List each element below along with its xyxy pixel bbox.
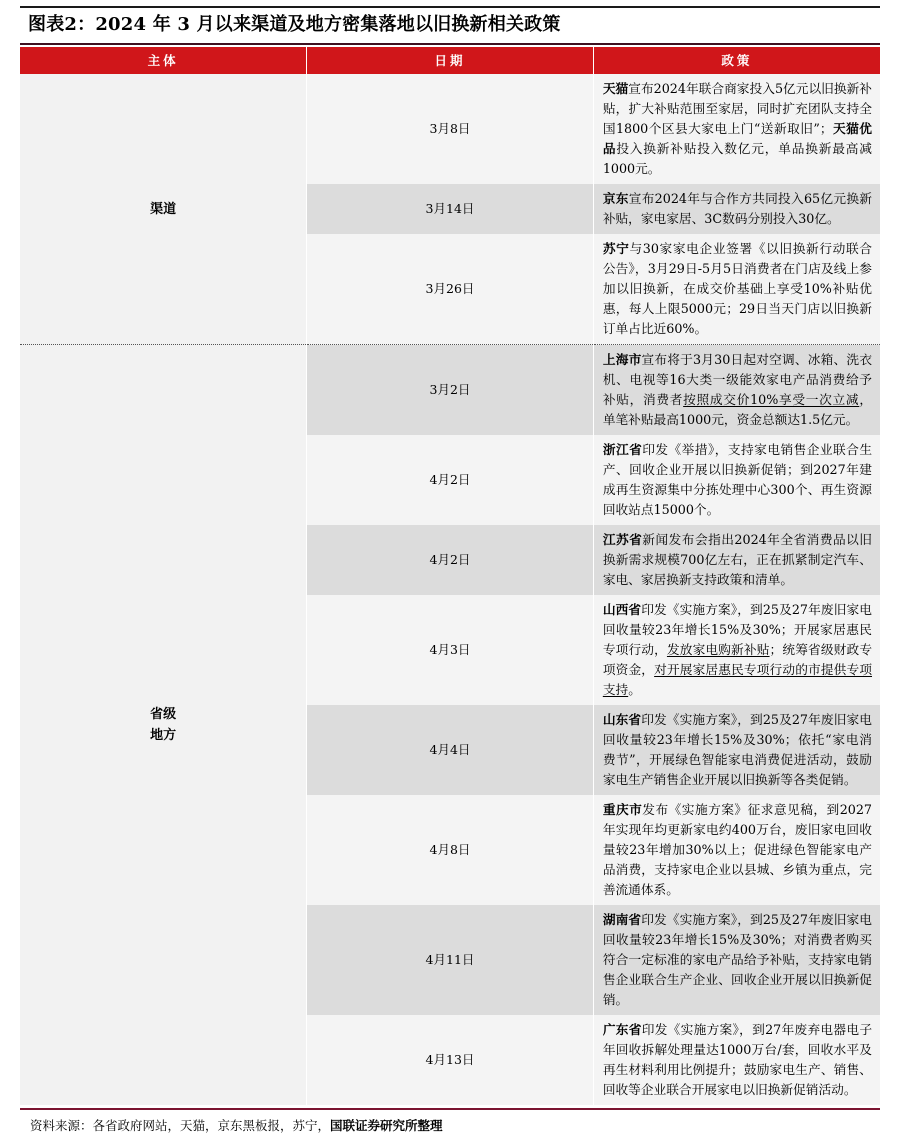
table-row	[20, 345, 880, 436]
column-header-subject: 主体	[20, 47, 307, 74]
policy-entity: 苏宁	[602, 241, 630, 256]
date-cell: 4月2日	[307, 435, 594, 525]
policy-entity: 浙江省	[602, 442, 643, 457]
header-row	[20, 47, 880, 74]
title-divider	[20, 43, 880, 45]
date-cell: 4月13日	[307, 1015, 594, 1105]
date-cell: 4月2日	[307, 525, 594, 595]
source-note	[20, 1110, 880, 1136]
policy-cell	[593, 345, 880, 436]
date-cell: 3月8日	[307, 74, 594, 184]
policy-cell	[593, 905, 880, 1015]
policy-text: 印发《实施方案》，到27年废弃电器电子年回收拆解处理量达1000万台/套，回收水平及再生材料利用比例提升；鼓励家电生产、销售、回收等企业联合开展家电以旧换新促销活动。	[602, 1022, 873, 1097]
source-label: 资料来源：	[30, 1118, 93, 1133]
policy-entity: 山东省	[602, 712, 642, 727]
policy-entity: 湖南省	[602, 912, 642, 927]
policy-cell	[593, 795, 880, 905]
column-header-date: 日期	[307, 47, 594, 74]
policy-text: ；统筹省级财政专项资金，	[602, 642, 873, 677]
date-cell: 4月11日	[307, 905, 594, 1015]
policy-text: 印发《实施方案》，到25及27年废旧家电回收量较23年增长15%及30%；对消费者购买符合一定标准的家电产品给予补贴，支持家电销售企业联合生产企业、回收企业开展以旧换新促销。	[602, 912, 872, 1007]
date-cell: 4月8日	[307, 795, 594, 905]
subject-line: 地方	[150, 728, 177, 743]
policy-text: 发布《实施方案》征求意见稿，到2027年实现年均更新家电约400万台，废旧家电回收量较23年增加30%以上；促进绿色智能家电产品消费，支持家电企业以县城、乡镇为重点，完善流通体系。	[602, 802, 872, 897]
subject-line: 省级	[150, 707, 177, 722]
table-header	[20, 47, 880, 74]
policy-text: 投入换新补贴投入数亿元，单品换新最高减1000元。	[602, 141, 872, 176]
policy-cell	[593, 525, 880, 595]
policy-cell	[593, 74, 880, 184]
policy-text: 印发《实施方案》，到25及27年废旧家电回收量较23年增长15%及30%；依托“家电消费节”，开展绿色智能家电消费促进活动，鼓励家电生产销售企业开展以旧换新等各类促销。	[602, 712, 872, 787]
date-cell: 3月2日	[307, 345, 594, 436]
policy-cell	[593, 1015, 880, 1105]
figure-title: 图表2：2024 年 3 月以来渠道及地方密集落地以旧换新相关政策	[28, 14, 561, 35]
policy-highlight: 按照成交价10%享受一次立减	[683, 392, 860, 407]
policy-text: 宣布将于3月30日起对空调、冰箱、洗衣机、电视等16大类一级能效家电产品消费给予补贴，消费者	[602, 352, 873, 407]
policy-cell	[593, 435, 880, 525]
policy-cell	[593, 595, 880, 705]
policy-entity: 山西省	[602, 602, 642, 617]
policy-entity: 广东省	[602, 1022, 642, 1037]
policy-entity: 京东	[602, 191, 629, 206]
policy-text: 宣布2024年与合作方共同投入65亿元换新补贴，家电家居、3C数码分别投入30亿。	[602, 191, 872, 226]
policy-table	[20, 47, 880, 1105]
column-header-policy: 政策	[593, 47, 880, 74]
policy-text: ，单笔补贴最高1000元，资金总额达1.5亿元。	[602, 392, 872, 427]
date-cell: 4月3日	[307, 595, 594, 705]
policy-entity: 上海市	[602, 352, 642, 367]
policy-text: 新闻发布会指出2024年全省消费品以旧换新需求规模700亿左右，正在抓紧制定汽车、家电、家居换新支持政策和清单。	[602, 532, 872, 587]
date-cell: 4月4日	[307, 705, 594, 795]
policy-entity: 江苏省	[602, 532, 643, 547]
subject-cell: 渠道	[20, 74, 307, 345]
date-cell: 3月14日	[307, 184, 594, 234]
policy-entity: 天猫	[602, 81, 629, 96]
table-row	[20, 74, 880, 184]
policy-entity: 天猫优品	[602, 121, 872, 156]
policy-cell	[593, 234, 880, 345]
policy-text: 宣布2024年联合商家投入5亿元以旧换新补贴，扩大补贴范围至家居，同时扩充团队支持全国1800个区县大家电上门“送新取旧”；	[602, 81, 872, 136]
source-org: 国联证券研究所整理	[330, 1118, 443, 1133]
policy-entity: 重庆市	[602, 802, 643, 817]
figure-container	[0, 6, 900, 1133]
table-body	[20, 74, 880, 1105]
policy-text: 印发《举措》，支持家电销售企业联合生产、回收企业开展以旧换新促销；到2027年建成再生资源集中分拣处理中心300个、再生资源回收站点15000个。	[602, 442, 873, 517]
policy-highlight: 对开展家居惠民专项行动的市提供专项支持	[602, 662, 873, 697]
source-items: 各省政府网站，天猫，京东黑板报，苏宁，	[92, 1118, 331, 1133]
date-cell: 3月26日	[307, 234, 594, 345]
policy-cell	[593, 705, 880, 795]
policy-highlight: 发放家电购新补贴	[666, 642, 770, 657]
policy-text: 与30家家电企业签署《以旧换新行动联合公告》，3月29日-5月5日消费者在门店及线上参加以旧换新，在成交价基础上享受10%补贴优惠，每人上限5000元；29日当天门店以旧换新订单占比近60%。	[602, 241, 872, 336]
subject-cell	[20, 345, 307, 1106]
policy-cell	[593, 184, 880, 234]
policy-text: 印发《实施方案》，到25及27年废旧家电回收量较23年增长15%及30%；开展家居惠民专项行动，	[602, 602, 872, 657]
policy-text: 。	[628, 682, 641, 697]
